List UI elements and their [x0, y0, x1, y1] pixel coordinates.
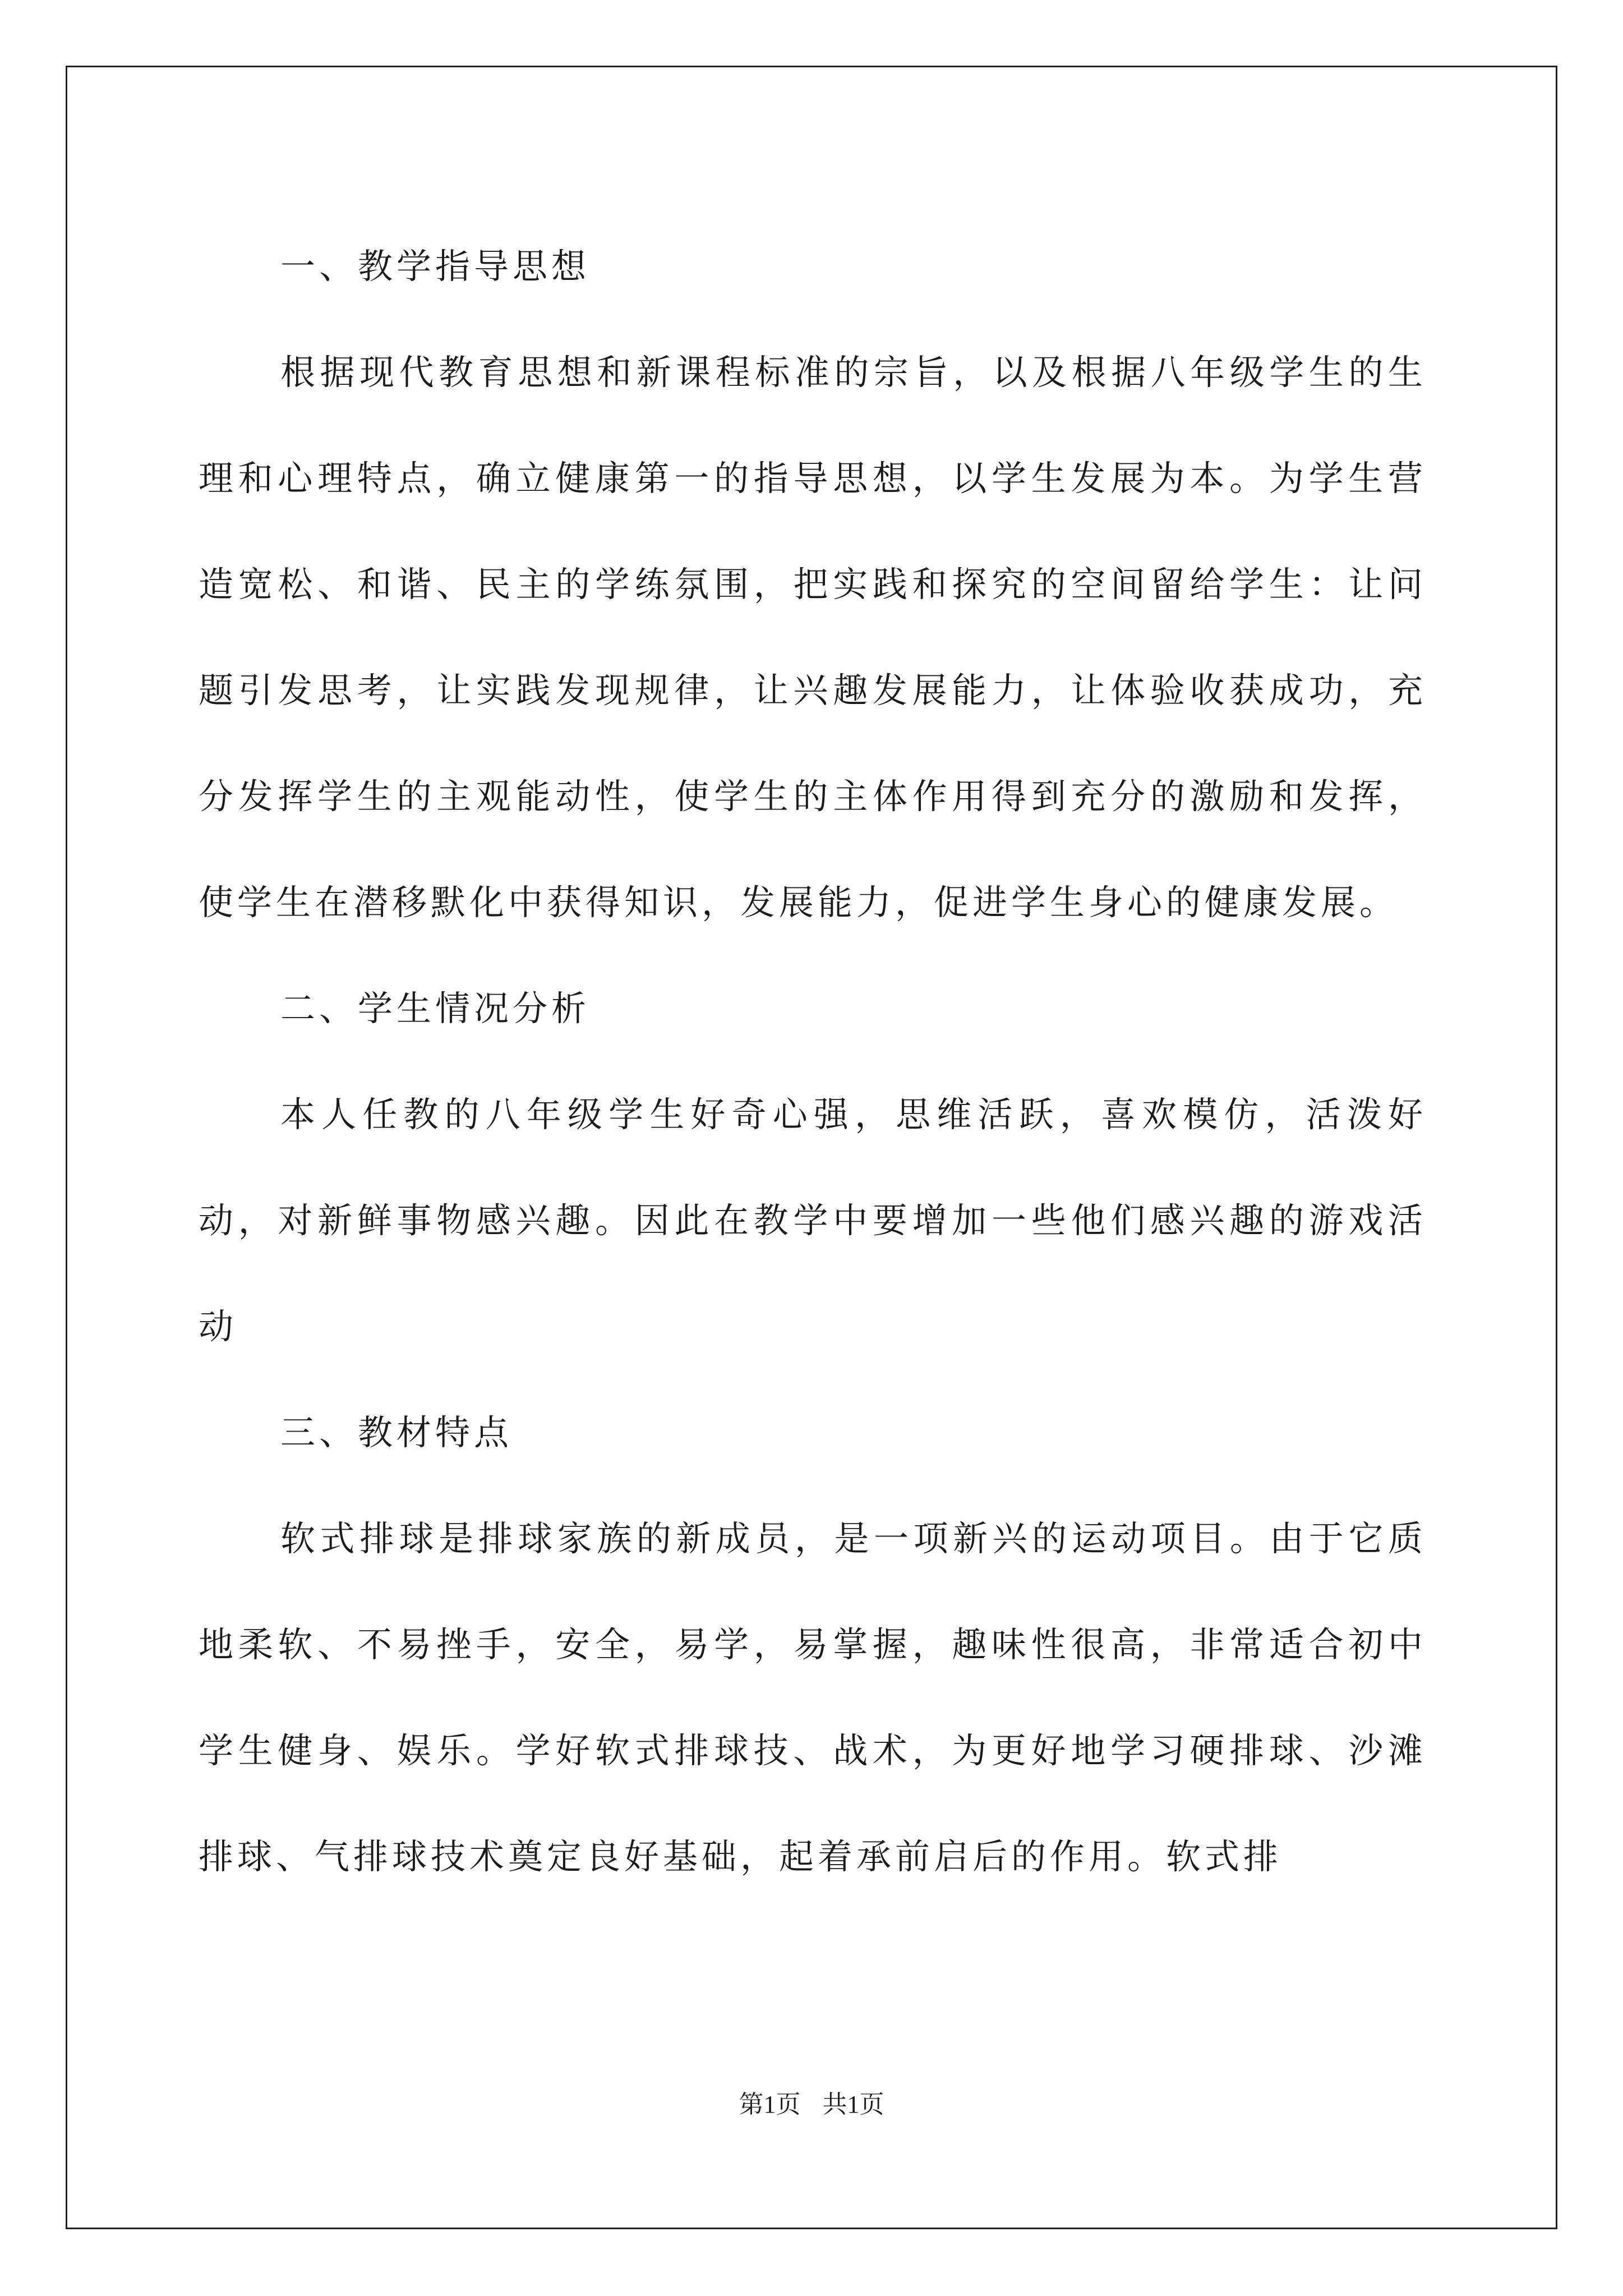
- section-heading-2: 二、学生情况分析: [280, 988, 591, 1029]
- paragraph-2: 本人任教的八年级学生好奇心强，思维活跃，喜欢模仿，活泼好动，对新鲜事物感兴趣。因此在教学中要增加一些他们感兴趣的游戏活动: [199, 1094, 1427, 1347]
- section-heading-1: 一、教学指导思想: [280, 246, 591, 287]
- paragraph-1: 根据现代教育思想和新课程标准的宗旨，以及根据八年级学生的生理和心理特点，确立健康第一的指导思想，以学生发展为本。为学生营造宽松、和谐、民主的学练氛围，把实践和探究的空间留给学生：让问题引发思考，让实践发现规律，让兴趣发展能力，让体验收获成功，充分发挥学生的主观能动性，使学生的主体作用得到充分的激励和发挥，使学生在潜移默化中获得知识，发展能力，促进学生身心的健康发展。: [199, 352, 1427, 923]
- total-pages: 共1页: [822, 2091, 884, 2118]
- section-heading-3: 三、教材特点: [280, 1412, 513, 1453]
- page-number: 第1页: [739, 2091, 801, 2118]
- paragraph-3: 软式排球是排球家族的新成员，是一项新兴的运动项目。由于它质地柔软、不易挫手，安全，易学，易掌握，趣味性很高，非常适合初中学生健身、娱乐。学好软式排球技、战术，为更好地学习硬排球、沙滩排球、气排球技术奠定良好基础，起着承前启后的作用。软式排: [199, 1518, 1427, 1877]
- document-body: [199, 213, 1427, 1910]
- page-footer: [0, 2088, 1623, 2122]
